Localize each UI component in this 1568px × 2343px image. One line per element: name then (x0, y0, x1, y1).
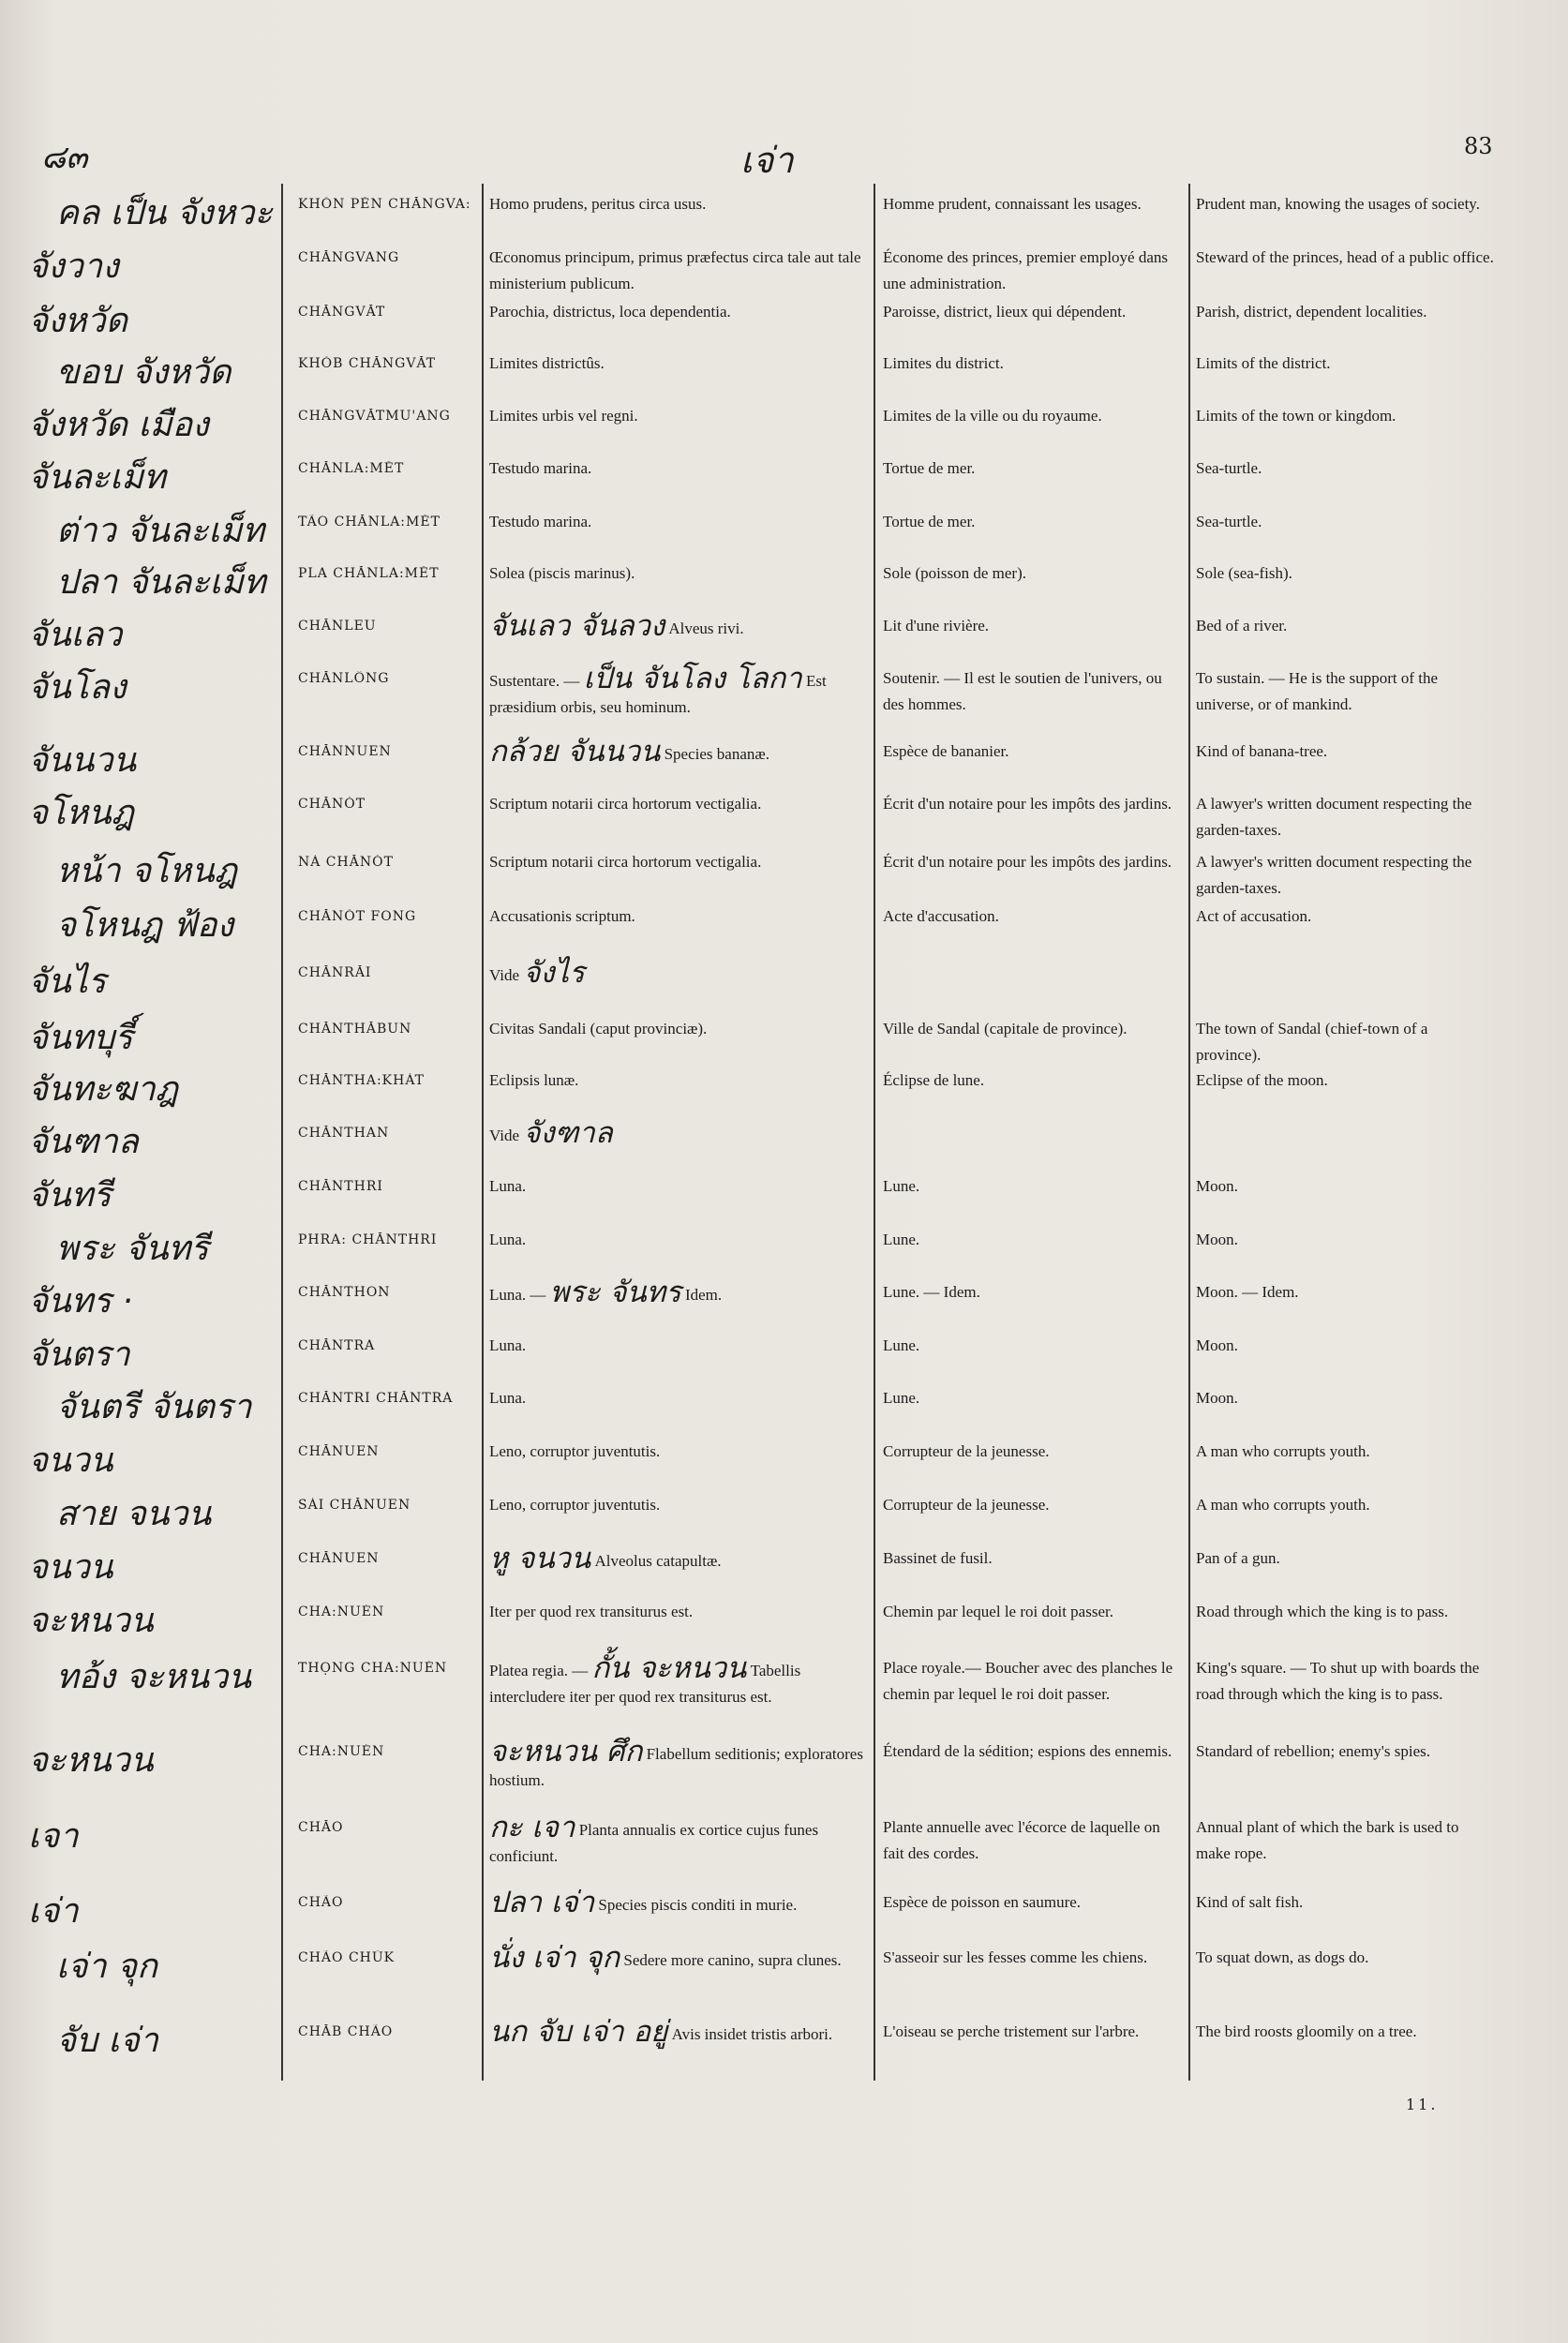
english-definition: To squat down, as dogs do. (1196, 1948, 1369, 1966)
thai-example: จังไร (523, 956, 585, 990)
latin-definition (489, 1116, 869, 1150)
french-definition: Limites du district. (883, 354, 1004, 372)
english-definition: Sea-turtle. (1196, 513, 1262, 530)
thai-headword: จันทร · (28, 1282, 133, 1321)
french-definition: Lune. (883, 1389, 920, 1407)
latin-text: Œconomus principum, primus præfectus circa tale aut tale ministerium publicum. (489, 248, 861, 292)
english-definition: Sea-turtle. (1196, 459, 1262, 477)
romanization: CHĂNTHON (298, 1285, 391, 1300)
latin-definition (489, 956, 869, 990)
romanization: KHŎN PĔN CHĂNGVA: (298, 197, 471, 212)
english-definition: Limits of the district. (1196, 354, 1331, 372)
french-definition: L'oiseau se perche tristement sur l'arbre. (883, 2022, 1140, 2040)
romanization: CHĂNTRA (298, 1338, 376, 1353)
thai-headword: จันไร (28, 963, 107, 1001)
french-definition: Tortue de mer. (883, 513, 976, 530)
latin-definition (489, 1227, 869, 1253)
latin-text: Flabellum seditionis; exploratores hostium. (489, 1745, 863, 1789)
english-definition: Moon. (1196, 1231, 1238, 1248)
thai-example: จังฑาล (523, 1116, 613, 1150)
latin-prefix: Luna. — (489, 1286, 546, 1304)
french-definition: Lit d'une rivière. (883, 617, 990, 634)
romanization: SÁI CHĂNUEN (298, 1498, 411, 1513)
romanization: CHĂNTRI CHĂNTRA (298, 1391, 454, 1406)
thai-headword: จะหนวน (28, 1602, 154, 1640)
column-rule (1188, 184, 1190, 2081)
latin-text: Accusationis scriptum. (489, 907, 635, 925)
thai-headword: จันทรี (28, 1176, 112, 1215)
english-definition: Annual plant of which the bark is used to make rope. (1196, 1818, 1459, 1862)
french-definition: Lune. (883, 1231, 920, 1248)
french-definition: Espèce de poisson en saumure. (883, 1893, 1082, 1911)
thai-headword: จันตรา (28, 1336, 130, 1374)
latin-definition (489, 191, 869, 217)
romanization: THỌNG CHA:NUÉN (298, 1661, 448, 1676)
english-definition: Parish, district, dependent localities. (1196, 303, 1427, 321)
french-definition: Tortue de mer. (883, 459, 976, 477)
latin-text: Scriptum notarii circa hortorum vectigalia. (489, 853, 762, 871)
thai-headword: จันเลว (28, 616, 123, 654)
thai-headword: คล เป็น จังหวะ (56, 194, 273, 232)
thai-headword: ปลา จันละเม็ท (56, 563, 266, 602)
french-definition: Homme prudent, connaissant les usages. (883, 195, 1142, 213)
latin-definition (489, 1542, 869, 1575)
latin-definition (489, 1941, 869, 1975)
french-definition: S'asseoir sur les fesses comme les chiens. (883, 1948, 1148, 1966)
thai-example: จันเลว จันลวง (489, 609, 665, 643)
romanization: CHĂNTHA:KHÀT (298, 1073, 426, 1088)
latin-definition (489, 299, 869, 325)
thai-headword: จโหนฎ ฟ้อง (56, 906, 234, 945)
english-definition: Standard of rebellion; enemy's spies. (1196, 1742, 1430, 1760)
thai-example: นั่ง เจ่า จุก (489, 1941, 620, 1975)
signature-mark: 11. (1406, 2096, 1439, 2113)
thai-example: เป็น จันโลง โลกา (583, 662, 802, 695)
latin-text: Idem. (684, 1286, 723, 1304)
romanization: CHÃO (298, 1895, 344, 1910)
latin-text: Limites urbis vel regni. (489, 407, 638, 425)
french-definition: Lune. (883, 1177, 920, 1195)
latin-definition (489, 560, 869, 587)
running-headword: เจ่า (740, 140, 794, 181)
thai-headword: ต่าว จันละเม็ท (56, 512, 265, 550)
english-definition: Steward of the princes, head of a public office. (1196, 248, 1494, 266)
thai-headword: สาย จนวน (56, 1495, 212, 1533)
romanization: CHĂNŎT FONG (298, 909, 417, 924)
thai-headword: จันตรี จันตรา (56, 1388, 252, 1426)
latin-text: Alveolus catapultæ. (594, 1552, 722, 1570)
english-definition: A man who corrupts youth. (1196, 1496, 1370, 1514)
latin-text: Luna. (489, 1177, 527, 1195)
romanization: KHŎB CHĂNGVĂT (298, 356, 437, 371)
thai-headword: จังหวัด (28, 302, 127, 340)
latin-definition (489, 1599, 869, 1625)
latin-text: Est præsidium orbis, seu hominum. (489, 672, 827, 716)
romanization: CHĂB CHÃO (298, 2024, 394, 2039)
english-definition: Moon. — Idem. (1196, 1283, 1299, 1301)
romanization: CHĂNRĂI (298, 965, 372, 980)
romanization: CHĂNGVĂT (298, 305, 386, 320)
english-definition: Limits of the town or kingdom. (1196, 407, 1396, 425)
column-rule (874, 184, 875, 2081)
thai-headword: จังหวัด เมือง (28, 406, 209, 444)
column-rule (482, 184, 484, 2081)
english-definition: Kind of banana-tree. (1196, 742, 1328, 760)
page-number: 83 (1464, 133, 1493, 159)
french-definition: Espèce de bananier. (883, 742, 1009, 760)
latin-text: Avis insidet tristis arbori. (671, 2025, 833, 2043)
latin-prefix: Sustentare. — (489, 672, 580, 690)
french-definition: Soutenir. — Il est le soutien de l'univers, ou des hommes. (883, 669, 1162, 713)
romanization: CHA:NUÉN (298, 1604, 385, 1619)
thai-headword: จันทะฆาฎ (28, 1070, 178, 1109)
thai-headword: เจ่า (28, 1892, 79, 1931)
romanization: CHĂNGVĂTMU'ANG (298, 409, 451, 424)
thai-example: นก จับ เจ่า อยู่ (489, 2015, 668, 2049)
latin-definition (489, 1016, 869, 1042)
french-definition: Lune. — Idem. (883, 1283, 980, 1301)
latin-text: Tabellis intercludere iter per quod rex transiturus est. (489, 1662, 801, 1706)
thai-example: กะ เจา (489, 1811, 575, 1844)
thai-example: กล้วย จันนวน (489, 735, 661, 769)
romanization: CHĂNLEU (298, 619, 377, 634)
romanization: NÀ CHĂNŎT (298, 855, 394, 870)
romanization: CHĂNLÔNG (298, 671, 390, 686)
french-definition: Éclipse de lune. (883, 1071, 985, 1089)
thai-example: กั้น จะหนวน (591, 1651, 747, 1685)
english-definition: The bird roosts gloomily on a tree. (1196, 2022, 1417, 2040)
french-definition: Écrit d'un notaire pour les impôts des jardins. (883, 795, 1172, 813)
latin-definition (489, 609, 869, 643)
thai-headword: จันโลง (28, 668, 127, 707)
latin-text: Leno, corruptor juventutis. (489, 1496, 661, 1514)
latin-definition (489, 509, 869, 535)
romanization: TÃO CHĂNLA:MĔT (298, 515, 441, 530)
latin-definition (489, 403, 869, 429)
latin-text: Homo prudens, peritus circa usus. (489, 195, 707, 213)
latin-text: Luna. (489, 1336, 527, 1354)
french-definition: Corrupteur de la jeunesse. (883, 1496, 1050, 1514)
english-definition: The town of Sandal (chief-town of a province). (1196, 1020, 1428, 1064)
column-rule (281, 184, 283, 2081)
french-definition: Corrupteur de la jeunesse. (883, 1442, 1050, 1460)
romanization: CHĂNUEN (298, 1444, 380, 1459)
french-definition: Bassinet de fusil. (883, 1549, 993, 1567)
french-definition: Lune. (883, 1336, 920, 1354)
latin-definition (489, 849, 869, 875)
thai-headword: จันละเม็ท (28, 458, 166, 497)
latin-prefix: Vide (489, 966, 520, 984)
french-definition: Place royale.— Boucher avec des planches le chemin par lequel le roi doit passer. (883, 1659, 1173, 1703)
latin-definition (489, 1385, 869, 1411)
thai-headword: เจา (28, 1817, 79, 1856)
latin-definition (489, 455, 869, 482)
english-definition: Sole (sea-fish). (1196, 564, 1292, 582)
thai-headword: หน้า จโหนฎ (56, 852, 237, 890)
latin-text: Planta annualis ex cortice cujus funes conficiunt. (489, 1821, 819, 1865)
latin-definition (489, 735, 869, 769)
thai-headword: ทอ้ง จะหนวน (56, 1658, 251, 1696)
thai-headword: จนวน (28, 1548, 113, 1587)
latin-text: Iter per quod rex transiturus est. (489, 1603, 694, 1620)
english-definition: To sustain. — He is the support of the universe, or of mankind. (1196, 669, 1439, 713)
latin-definition (489, 1276, 869, 1309)
latin-text: Species bananæ. (664, 745, 769, 763)
english-definition: Prudent man, knowing the usages of society. (1196, 195, 1480, 213)
romanization: CHĂNTHRI (298, 1179, 383, 1194)
english-definition: Act of accusation. (1196, 907, 1312, 925)
latin-definition (489, 1886, 869, 1919)
thai-folio-number: ๘๓ (41, 139, 88, 176)
english-definition: Eclipse of the moon. (1196, 1071, 1328, 1089)
latin-text: Sedere more canino, supra clunes. (623, 1951, 842, 1969)
english-definition: A lawyer's written document respecting the garden-taxes. (1196, 795, 1472, 839)
romanization: CHĂNTHAN (298, 1126, 390, 1141)
latin-text: Alveus rivi. (668, 619, 744, 637)
latin-definition (489, 1067, 869, 1094)
romanization: CHĂNŎT (298, 797, 366, 812)
french-definition: Chemin par lequel le roi doit passer. (883, 1603, 1113, 1620)
thai-headword: จโหนฎ (28, 794, 134, 832)
thai-headword: จับ เจ่า (56, 2022, 159, 2060)
latin-text: Luna. (489, 1231, 527, 1248)
english-definition: Moon. (1196, 1177, 1238, 1195)
latin-text: Limites districtûs. (489, 354, 605, 372)
romanization: CHĂNTHĂBUN (298, 1022, 412, 1037)
latin-definition (489, 2015, 869, 2049)
latin-text: Solea (piscis marinus). (489, 564, 635, 582)
french-definition: Économe des princes, premier employé dans une administration. (883, 248, 1169, 292)
latin-definition (489, 1173, 869, 1200)
english-definition: Pan of a gun. (1196, 1549, 1280, 1567)
english-definition: King's square. — To shut up with boards the road through which the king is to pass. (1196, 1659, 1480, 1703)
romanization: CHĂNNUEN (298, 744, 392, 759)
french-definition: Écrit d'un notaire pour les impôts des jardins. (883, 853, 1172, 871)
french-definition: Plante annuelle avec l'écorce de laquelle on fait des cordes. (883, 1818, 1160, 1862)
latin-definition (489, 1439, 869, 1465)
french-definition: Limites de la ville ou du royaume. (883, 407, 1102, 425)
english-definition: Moon. (1196, 1389, 1238, 1407)
latin-definition (489, 1333, 869, 1359)
thai-headword: ขอบ จังหวัด (56, 353, 231, 392)
latin-text: Testudo marina. (489, 513, 592, 530)
thai-example: หู จนวน (489, 1542, 591, 1575)
english-definition: Moon. (1196, 1336, 1238, 1354)
latin-definition (489, 791, 869, 817)
english-definition: A man who corrupts youth. (1196, 1442, 1370, 1460)
latin-definition (489, 351, 869, 377)
latin-text: Leno, corruptor juventutis. (489, 1442, 661, 1460)
thai-headword: จันนวน (28, 741, 137, 780)
english-definition: Bed of a river. (1196, 617, 1288, 634)
latin-text: Parochia, districtus, loca dependentia. (489, 303, 731, 321)
latin-text: Luna. (489, 1389, 527, 1407)
romanization: CHÃO CHŬK (298, 1950, 396, 1965)
thai-example: ปลา เจ่า (489, 1886, 595, 1919)
french-definition: Étendard de la sédition; espions des ennemis. (883, 1742, 1172, 1760)
romanization: CHĂNUEN (298, 1551, 380, 1566)
latin-text: Testudo marina. (489, 459, 592, 477)
latin-definition (489, 1735, 869, 1794)
romanization: CHĂNLA:MĔT (298, 461, 405, 476)
thai-headword: จะหนวน (28, 1741, 154, 1780)
thai-headword: พระ จันทรี (56, 1230, 209, 1268)
thai-headword: จันฑาล (28, 1123, 139, 1161)
french-definition: Sole (poisson de mer). (883, 564, 1026, 582)
romanization: CHĂO (298, 1820, 344, 1835)
thai-headword: จันทบุรี์ (28, 1019, 133, 1057)
french-definition: Paroisse, district, lieux qui dépendent. (883, 303, 1127, 321)
latin-text: Scriptum notarii circa hortorum vectigalia. (489, 795, 762, 813)
thai-headword: จังวาง (28, 247, 119, 286)
latin-prefix: Platea regia. — (489, 1662, 589, 1679)
romanization: PLA CHĂNLA:MĔT (298, 566, 440, 581)
latin-definition (489, 245, 869, 297)
thai-example: จะหนวน ศึก (489, 1735, 643, 1768)
english-definition: A lawyer's written document respecting the garden-taxes. (1196, 853, 1472, 897)
latin-text: Eclipsis lunæ. (489, 1071, 579, 1089)
latin-definition (489, 662, 869, 721)
latin-definition (489, 1811, 869, 1870)
latin-definition (489, 1651, 869, 1710)
french-definition: Ville de Sandal (capitale de province). (883, 1020, 1127, 1037)
latin-definition (489, 903, 869, 930)
latin-definition (489, 1492, 869, 1518)
romanization: CHA:NUÉN (298, 1744, 385, 1759)
english-definition: Kind of salt fish. (1196, 1893, 1304, 1911)
romanization: CHĂNGVANG (298, 250, 400, 265)
english-definition: Road through which the king is to pass. (1196, 1603, 1449, 1620)
thai-headword: จนวน (28, 1441, 113, 1480)
latin-text: Civitas Sandali (caput provinciæ). (489, 1020, 708, 1037)
romanization: PHRA: CHĂNTHRI (298, 1232, 438, 1247)
french-definition: Acte d'accusation. (883, 907, 999, 925)
latin-text: Species piscis conditi in murie. (598, 1896, 798, 1914)
thai-example: พระ จันทร (549, 1276, 681, 1309)
latin-prefix: Vide (489, 1127, 520, 1144)
thai-headword: เจ่า จุก (56, 1948, 157, 1986)
